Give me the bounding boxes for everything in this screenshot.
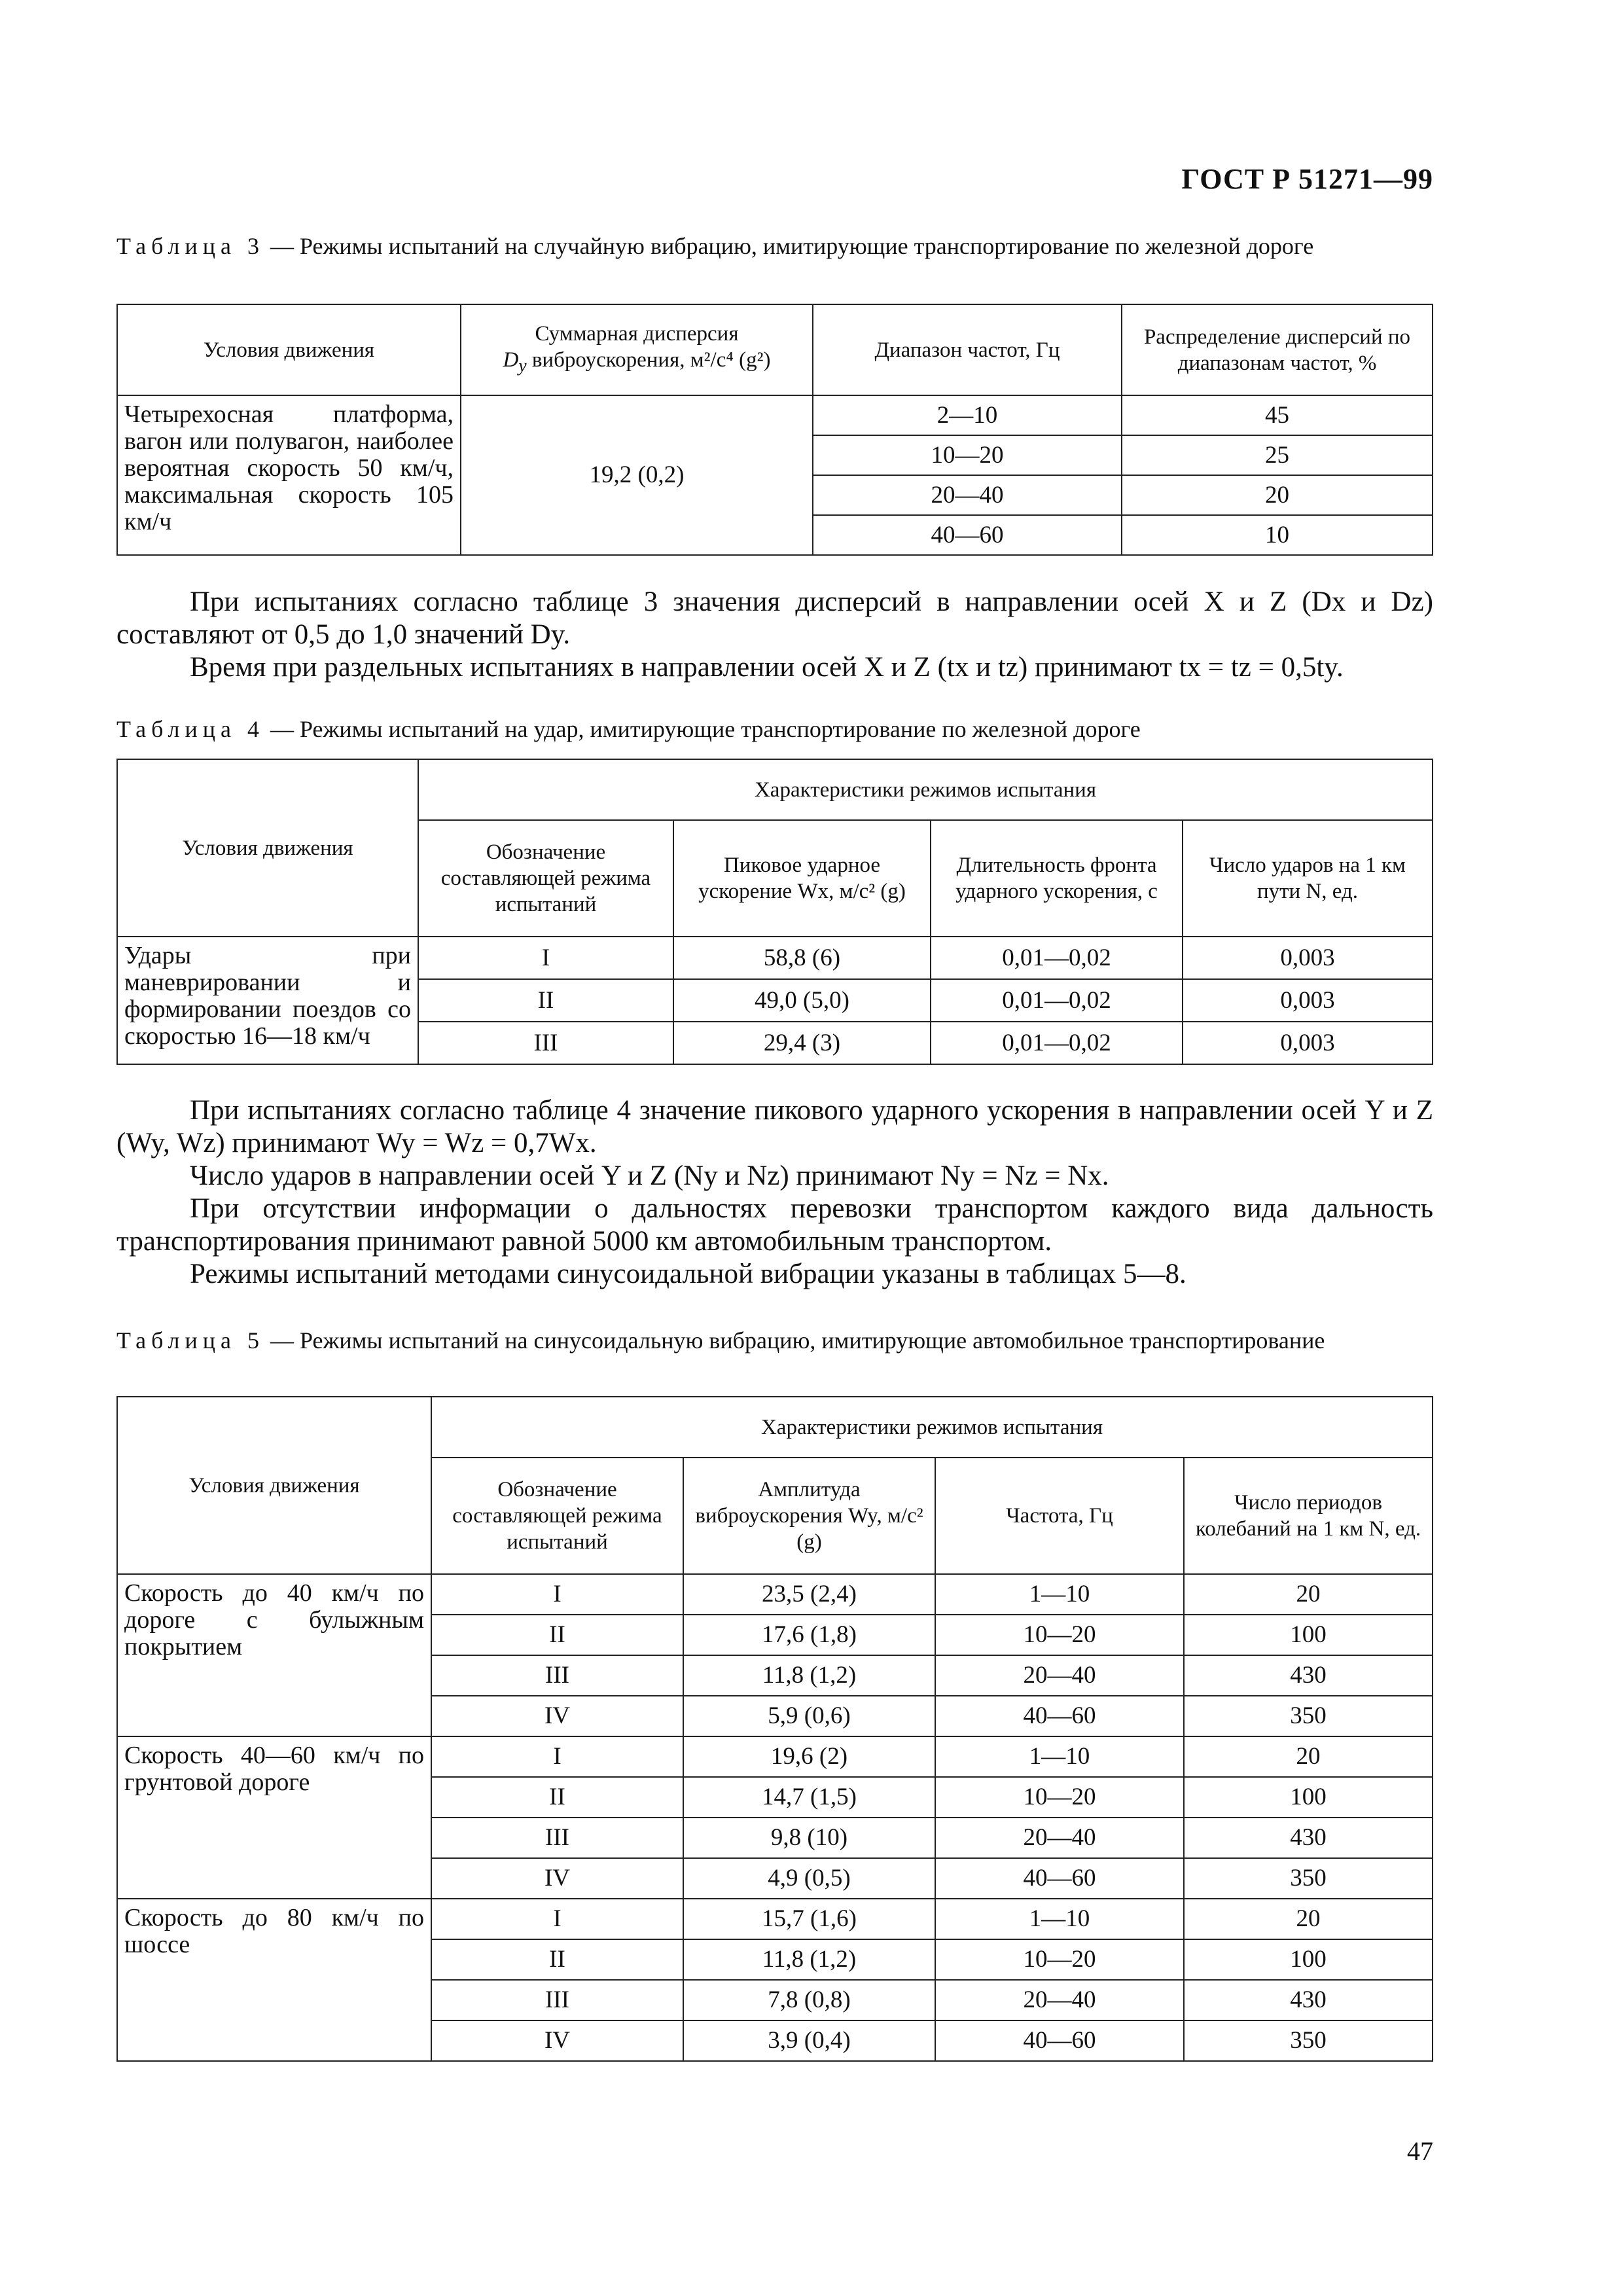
table5-amp-cell: 7,8 (0,8)	[683, 1980, 935, 2020]
table5-freq-cell: 10—20	[935, 1615, 1184, 1655]
table3-col-frequency: Диапазон частот, Гц	[813, 304, 1122, 395]
table3-caption-text: — Режимы испытаний на случайную вибрацию, имитирующие транспортирование по железной дороге	[264, 233, 1314, 259]
table3-freq-cell: 2—10	[813, 395, 1122, 435]
table5-des-cell: IV	[431, 1858, 683, 1899]
table3-col-distribution: Распределение дисперсий по диапазонам частот, %	[1122, 304, 1433, 395]
table4-peak-cell: 49,0 (5,0)	[673, 979, 931, 1022]
table5-amp-cell: 15,7 (1,6)	[683, 1899, 935, 1939]
table5-amp-cell: 4,9 (0,5)	[683, 1858, 935, 1899]
table5-des-cell: I	[431, 1899, 683, 1939]
document-code: ГОСТ Р 51271—99	[1181, 163, 1433, 195]
page-number: 47	[1407, 2136, 1433, 2166]
table4-col-count: Число ударов на 1 км пути N, ед.	[1183, 820, 1433, 937]
table5-des-cell: II	[431, 1939, 683, 1980]
table3-caption	[116, 232, 1433, 260]
table4-count-cell: 0,003	[1183, 937, 1433, 979]
table4-col-duration: Длительность фронта ударного ускорения, с	[931, 820, 1183, 937]
table4-col-group: Характеристики режимов испытания	[418, 759, 1433, 820]
table4-note-4: Режимы испытаний методами синусоидальной вибрации указаны в таблицах 5—8.	[190, 1259, 1186, 1289]
table5-amp-cell: 5,9 (0,6)	[683, 1696, 935, 1736]
table4	[116, 759, 1433, 1065]
table4-condition: Удары при маневрировании и формировании поездов со скоростью 16—18 км/ч	[117, 937, 418, 1064]
table5-amp-cell: 19,6 (2)	[683, 1736, 935, 1777]
table5-freq-cell: 40—60	[935, 2020, 1184, 2061]
table5-condition: Скорость 40—60 км/ч по грунтовой дороге	[117, 1736, 431, 1899]
table5-freq-cell: 40—60	[935, 1858, 1184, 1899]
table3-freq-cell: 20—40	[813, 475, 1122, 515]
table5-count-cell: 350	[1184, 1858, 1433, 1899]
table5-count-cell: 20	[1184, 1736, 1433, 1777]
table5-count-cell: 20	[1184, 1899, 1433, 1939]
table5-freq-cell: 1—10	[935, 1574, 1184, 1615]
table5-count-cell: 100	[1184, 1939, 1433, 1980]
table5-des-cell: I	[431, 1736, 683, 1777]
table5-amp-cell: 3,9 (0,4)	[683, 2020, 935, 2061]
table3-caption-label: Таблица 3	[116, 233, 264, 259]
table5-amp-cell: 11,8 (1,2)	[683, 1655, 935, 1696]
table5-des-cell: IV	[431, 1696, 683, 1736]
table4-dur-cell: 0,01—0,02	[931, 979, 1183, 1022]
table-row	[117, 937, 1433, 979]
table4-col-designation: Обозначение составляющей режима испытаний	[418, 820, 673, 937]
table5-freq-cell: 1—10	[935, 1736, 1184, 1777]
table5-count-cell: 100	[1184, 1777, 1433, 1818]
table3-col-dispersion-units: виброускорения, м²/с⁴ (g²)	[531, 348, 771, 372]
table4-count-cell: 0,003	[1183, 1022, 1433, 1064]
table3	[116, 304, 1433, 556]
table5-header-row	[117, 1397, 1433, 1458]
table5-col-count: Число периодов колебаний на 1 км N, ед.	[1184, 1458, 1433, 1574]
table5-des-cell: III	[431, 1655, 683, 1696]
table5-count-cell: 430	[1184, 1655, 1433, 1696]
table3-distr-cell: 10	[1122, 515, 1433, 555]
table3-col-condition: Условия движения	[117, 304, 461, 395]
table5-amp-cell: 14,7 (1,5)	[683, 1777, 935, 1818]
table5-des-cell: II	[431, 1615, 683, 1655]
table4-col-condition: Условия движения	[117, 759, 418, 937]
table4-peak-cell: 29,4 (3)	[673, 1022, 931, 1064]
table4-dur-cell: 0,01—0,02	[931, 1022, 1183, 1064]
table5-freq-cell: 1—10	[935, 1899, 1184, 1939]
table5-amp-cell: 17,6 (1,8)	[683, 1615, 935, 1655]
table3-distr-cell: 20	[1122, 475, 1433, 515]
table5-amp-cell: 11,8 (1,2)	[683, 1939, 935, 1980]
table5-col-designation: Обозначение составляющей режима испытаний	[431, 1458, 683, 1574]
table-row	[117, 1736, 1433, 1777]
table3-header-row	[117, 304, 1433, 395]
table5-freq-cell: 20—40	[935, 1655, 1184, 1696]
table4-note-3: При отсутствии информации о дальностях перевозки транспортом каждого вида дальность транспортирования принимают равной 5000 км автомобильным транспортом.	[116, 1193, 1433, 1257]
table5-des-cell: IV	[431, 2020, 683, 2061]
table5-amp-cell: 9,8 (10)	[683, 1818, 935, 1858]
table4-caption-label: Таблица 4	[116, 716, 264, 742]
table5-freq-cell: 20—40	[935, 1980, 1184, 2020]
table4-col-peak: Пиковое ударное ускорение Wx, м/с² (g)	[673, 820, 931, 937]
table4-note-1: При испытаниях согласно таблице 4 значение пикового ударного ускорения в направлении осей Y и Z (Wy, Wz) принимают Wy = Wz = 0,7Wx.	[116, 1095, 1433, 1158]
table4-des-cell: I	[418, 937, 673, 979]
table5-des-cell: III	[431, 1818, 683, 1858]
table3-col-dispersion-line1: Суммарная дисперсия	[535, 322, 739, 346]
table5-des-cell: II	[431, 1777, 683, 1818]
table5-col-frequency: Частота, Гц	[935, 1458, 1184, 1574]
table-row	[117, 1574, 1433, 1615]
table5	[116, 1396, 1433, 2062]
table5-freq-cell: 10—20	[935, 1777, 1184, 1818]
table5-count-cell: 350	[1184, 2020, 1433, 2061]
table4-note-2: Число ударов в направлении осей Y и Z (Ny и Nz) принимают Ny = Nz = Nx.	[190, 1160, 1109, 1191]
table3-note-2: Время при раздельных испытаниях в направлении осей X и Z (tx и tz) принимают tx = tz = 0,5ty.	[190, 652, 1344, 683]
table3-notes	[116, 586, 1433, 684]
table3-col-dispersion-line2: $D_y$ виброускорения, м²/с⁴ (g²)	[503, 348, 771, 376]
table5-freq-cell: 40—60	[935, 1696, 1184, 1736]
table4-des-cell: III	[418, 1022, 673, 1064]
table4-notes	[116, 1094, 1433, 1291]
table5-col-condition: Условия движения	[117, 1397, 431, 1574]
table3-total-dispersion: 19,2 (0,2)	[461, 395, 813, 555]
table4-count-cell: 0,003	[1183, 979, 1433, 1022]
table5-freq-cell: 10—20	[935, 1939, 1184, 1980]
table4-caption	[116, 715, 1433, 744]
table3-distr-cell: 25	[1122, 435, 1433, 475]
table5-count-cell: 350	[1184, 1696, 1433, 1736]
table4-caption-text: — Режимы испытаний на удар, имитирующие транспортирование по железной дороге	[264, 716, 1141, 742]
table5-condition: Скорость до 40 км/ч по дороге с булыжным покрытием	[117, 1574, 431, 1736]
table-row	[117, 1899, 1433, 1939]
table5-condition: Скорость до 80 км/ч по шоссе	[117, 1899, 431, 2061]
table4-dur-cell: 0,01—0,02	[931, 937, 1183, 979]
table3-freq-cell: 10—20	[813, 435, 1122, 475]
table4-header-row	[117, 759, 1433, 820]
table4-des-cell: II	[418, 979, 673, 1022]
table5-col-group: Характеристики режимов испытания	[431, 1397, 1433, 1458]
table5-freq-cell: 20—40	[935, 1818, 1184, 1858]
table5-count-cell: 430	[1184, 1818, 1433, 1858]
table5-caption	[116, 1326, 1433, 1355]
table5-amp-cell: 23,5 (2,4)	[683, 1574, 935, 1615]
table5-des-cell: I	[431, 1574, 683, 1615]
table5-caption-label: Таблица 5	[116, 1327, 264, 1354]
table3-note-1: При испытаниях согласно таблице 3 значения дисперсий в направлении осей X и Z (Dx и Dz) составляют от 0,5 до 1,0 значений Dy.	[116, 586, 1433, 650]
table5-count-cell: 100	[1184, 1615, 1433, 1655]
table5-col-amplitude: Амплитуда виброускорения Wy, м/с² (g)	[683, 1458, 935, 1574]
table5-count-cell: 430	[1184, 1980, 1433, 2020]
table3-condition: Четырехосная платформа, вагон или полувагон, наиболее вероятная скорость 50 км/ч, максимальная скорость 105 км/ч	[117, 395, 461, 555]
table-row	[117, 395, 1433, 435]
table3-col-dispersion	[461, 304, 813, 395]
table5-caption-text: — Режимы испытаний на синусоидальную вибрацию, имитирующие автомобильное транспортирование	[264, 1327, 1325, 1354]
table4-peak-cell: 58,8 (6)	[673, 937, 931, 979]
table3-freq-cell: 40—60	[813, 515, 1122, 555]
table3-distr-cell: 45	[1122, 395, 1433, 435]
table5-des-cell: III	[431, 1980, 683, 2020]
table5-count-cell: 20	[1184, 1574, 1433, 1615]
